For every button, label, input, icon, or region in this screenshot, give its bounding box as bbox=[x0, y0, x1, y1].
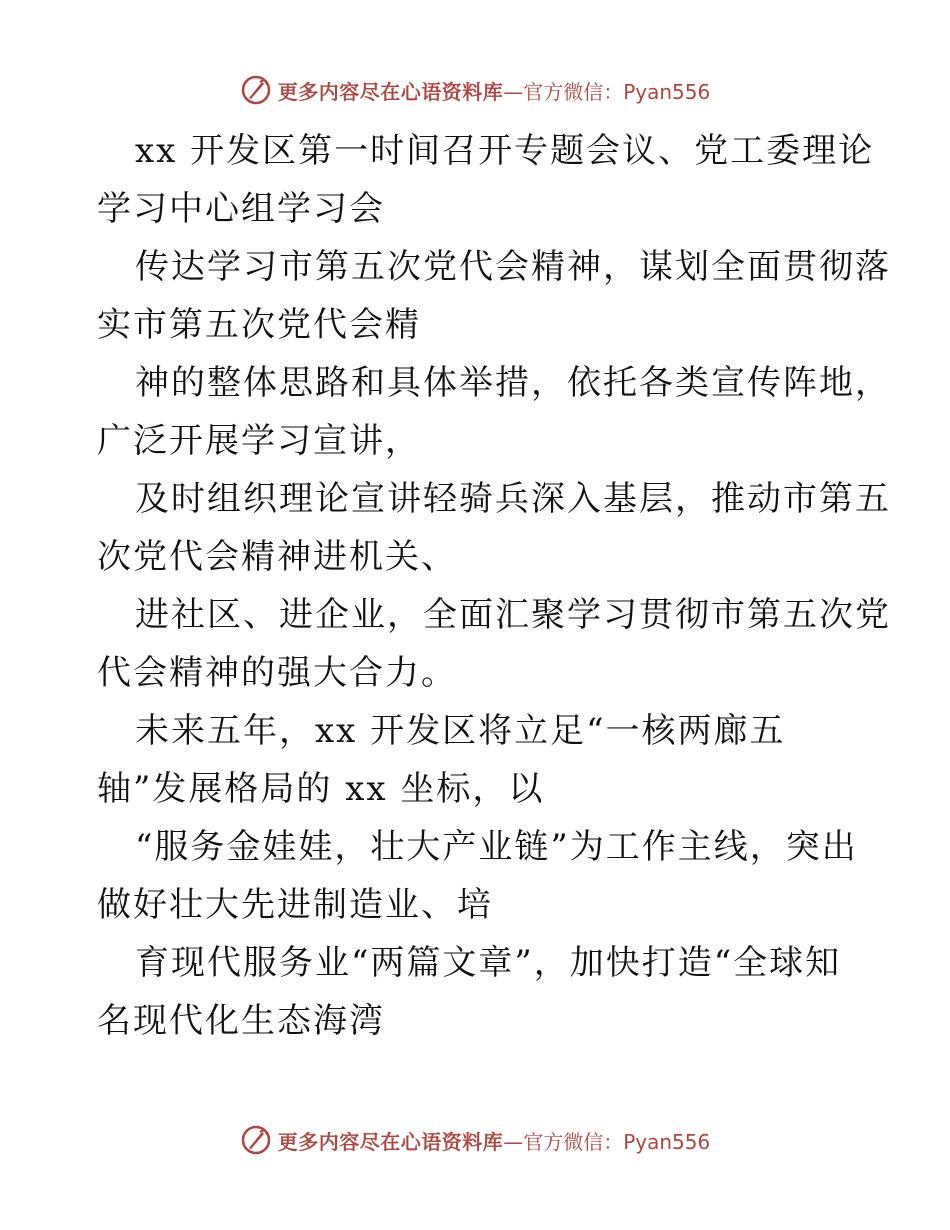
text-line: 代会精神的强大合力。 bbox=[97, 653, 457, 693]
text-line: 实市第五次党代会精 bbox=[97, 305, 421, 345]
banner-contact: —官方微信：Pyan556 bbox=[503, 1129, 711, 1154]
text-line: 育现代服务业“两篇文章”，加快打造“全球知 bbox=[135, 943, 842, 983]
text-line: 神的整体思路和具体举措，依托各类宣传阵地， bbox=[135, 363, 891, 403]
quill-logo-icon bbox=[240, 74, 272, 106]
banner-text: 更多内容尽在心语资料库 bbox=[277, 79, 504, 104]
quill-logo-icon bbox=[240, 1124, 272, 1156]
text-line: 传达学习市第五次党代会精神，谋划全面贯彻落 bbox=[135, 247, 891, 287]
banner-text: 更多内容尽在心语资料库 bbox=[277, 1129, 504, 1154]
footer-banner bbox=[0, 1120, 950, 1160]
text-line: 进社区、进企业，全面汇聚学习贯彻市第五次党 bbox=[135, 595, 891, 635]
banner-contact: —官方微信：Pyan556 bbox=[503, 79, 711, 104]
text-line: 未来五年，xx 开发区将立足“一核两廊五 bbox=[135, 711, 786, 751]
text-line: 学习中心组学习会 bbox=[97, 189, 385, 229]
text-line: 广泛开展学习宣讲， bbox=[97, 421, 421, 461]
text-line: 名现代化生态海湾 bbox=[97, 1001, 385, 1041]
text-line: “服务金娃娃，壮大产业链”为工作主线，突出 bbox=[135, 827, 858, 867]
text-line: 做好壮大先进制造业、培 bbox=[97, 885, 493, 925]
document-body bbox=[97, 122, 891, 1050]
text-line: xx 开发区第一时间召开专题会议、党工委理论 bbox=[135, 131, 875, 171]
header-banner bbox=[0, 70, 950, 110]
text-line: 及时组织理论宣讲轻骑兵深入基层，推动市第五 bbox=[135, 479, 891, 519]
text-line: 轴”发展格局的 xx 坐标，以 bbox=[97, 769, 545, 809]
text-line: 次党代会精神进机关、 bbox=[97, 537, 457, 577]
